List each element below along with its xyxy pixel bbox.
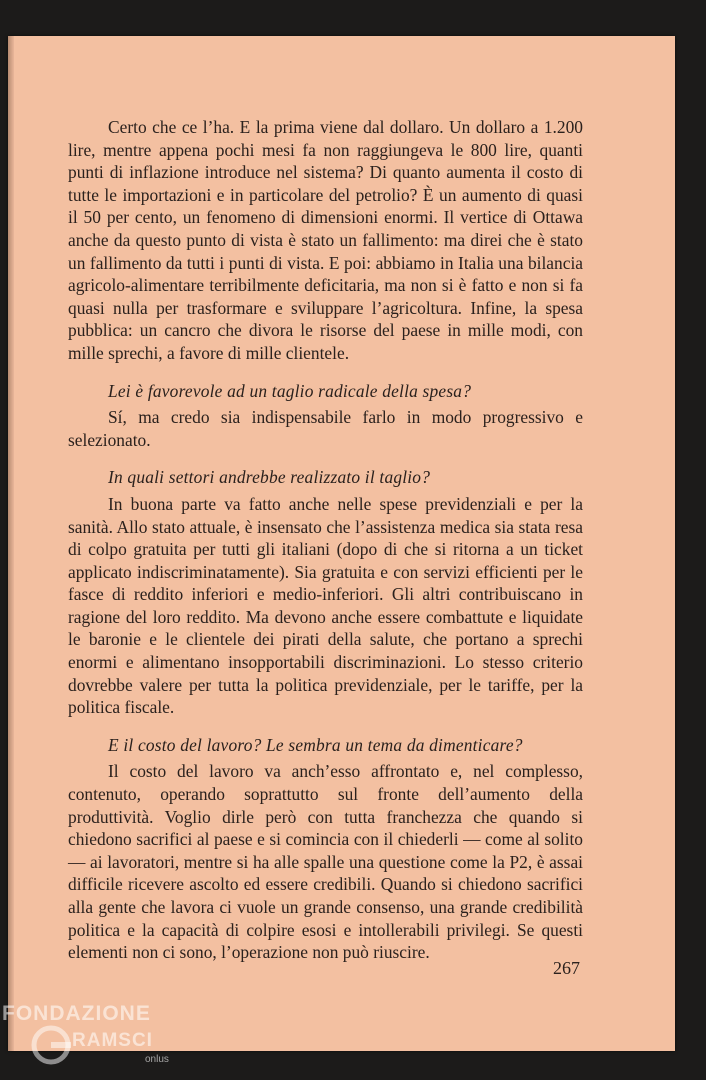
question-1: Lei è favorevole ad un taglio radicale della spesa? bbox=[108, 380, 472, 401]
paragraph-answer-4: Il costo del lavoro va anch’esso affrontato e, nel complesso, contenuto, operando soprattutto sul fronte dell’aumento della produttività. Voglio dirle però con tutta franchezza che quando si chiedono sacrifici al paese e si comincia con il chiederli — come al solito — ai lavoratori, mentre si ha alle spalle una questione come la P2, è assai difficile ricevere ascolto ed essere credibili. Quando si chiedono sacrifici alla gente che lavora ci vuole un grande consenso, una grande credibilità politica e la capacità di colpire esosi e intollerabili privilegi. Se questi elementi non ci sono, l’operazione non può riuscire. bbox=[68, 761, 583, 963]
question-2: In quali settori andrebbe realizzato il taglio? bbox=[108, 467, 431, 488]
watermark-onlus: onlus bbox=[145, 1054, 169, 1065]
watermark-line-2: RAMSCI bbox=[72, 1030, 153, 1051]
page-spine-shadow bbox=[8, 36, 14, 1051]
page-number: 267 bbox=[553, 958, 580, 978]
book-page bbox=[8, 36, 675, 1051]
paragraph-answer-2: Sí, ma credo sia indispensabile farlo in modo progressivo e selezionato. bbox=[68, 407, 583, 450]
body-text bbox=[68, 116, 583, 964]
question-3: E il costo del lavoro? Le sembra un tema da dimenticare? bbox=[108, 734, 523, 755]
paragraph-answer-1: Certo che ce l’ha. E la prima viene dal dollaro. Un dollaro a 1.200 lire, mentre appena pochi mesi fa non raggiungeva le 800 lire, quanti punti di inflazione introduce nel sistema? Di quanto aumenta il costo di tutte le importazioni e in particolare del petrolio? È un aumento di quasi il 50 per cento, un fenomeno di dimensioni enormi. Il vertice di Ottawa anche da questo punto di vista è stato un fallimento: ma direi che è stato un fallimento da tutti i punti di vista. E poi: abbiamo in Italia una bilancia agricolo-alimentare terribilmente deficitaria, ma non si è fatto e non si fa quasi nulla per trasformare e sviluppare l’agricoltura. Infine, la spesa pubblica: un cancro che divora le risorse del paese in mille modi, con mille sprechi, a favore di mille clientele. bbox=[68, 117, 583, 363]
paragraph-answer-3: In buona parte va fatto anche nelle spese previdenziali e per la sanità. Allo stato attuale, è insensato che l’assistenza medica sia stata resa di colpo gratuita per tutti gli italiani (dopo di che si ritorna a un ticket applicato indiscriminatamente). Sia gratuita e con servizi efficienti per le fasce di reddito inferiori e medio-inferiori. Gli altri contribuiscano in ragione del loro reddito. Ma devono anche essere combattute e liquidate le baronie e le clientele dei pirati della salute, che portano a sprechi enormi e alimentano insopportabili discriminazioni. Lo stesso criterio dovrebbe valere per tutta la politica previdenziale, per le tariffe, per la politica fiscale. bbox=[68, 493, 583, 718]
fondazione-gramsci-watermark bbox=[0, 1000, 200, 1080]
gramsci-logo-icon bbox=[28, 1022, 74, 1068]
watermark-line-1: FONDAZIONE bbox=[2, 1002, 151, 1025]
